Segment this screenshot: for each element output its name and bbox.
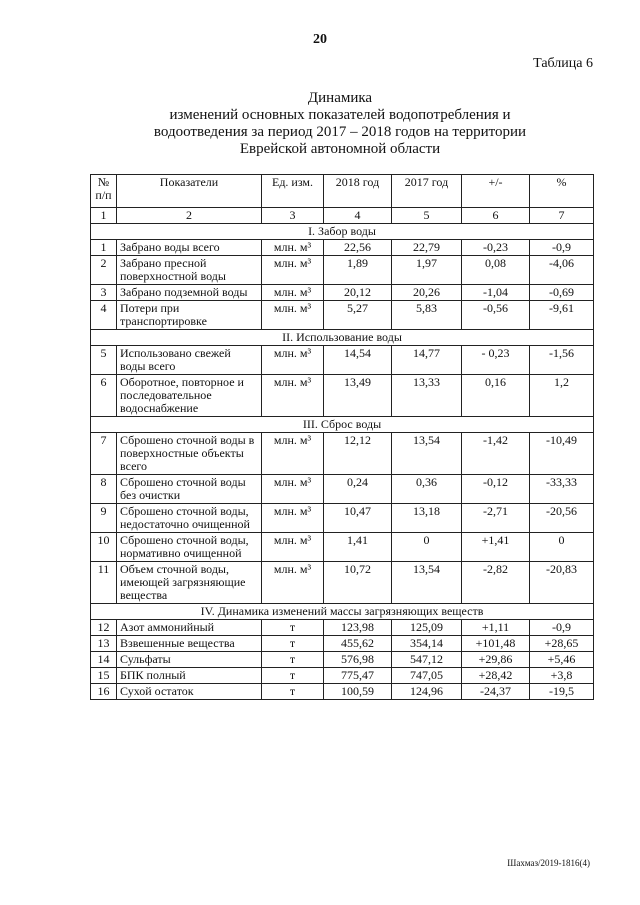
percent-change: -10,49 [530, 433, 594, 475]
table-row [91, 668, 594, 684]
value-2018: 775,47 [324, 668, 392, 684]
value-2017: 0,36 [392, 475, 462, 504]
value-2018: 576,98 [324, 652, 392, 668]
unit: млн. м³ [262, 375, 324, 417]
unit: т [262, 636, 324, 652]
value-2018: 0,24 [324, 475, 392, 504]
percent-change: -0,69 [530, 285, 594, 301]
indicator-name: Сброшено сточной воды без очистки [117, 475, 262, 504]
row-number: 13 [91, 636, 117, 652]
row-number: 4 [91, 301, 117, 330]
column-number: 7 [530, 208, 594, 224]
percent-change: 1,2 [530, 375, 594, 417]
row-number: 15 [91, 668, 117, 684]
difference: -2,82 [462, 562, 530, 604]
row-number: 9 [91, 504, 117, 533]
indicator-name: Оборотное, повторное и последовательное водоснабжение [117, 375, 262, 417]
value-2018: 22,56 [324, 240, 392, 256]
row-number: 7 [91, 433, 117, 475]
section-title: I. Забор воды [91, 224, 594, 240]
table-label: Таблица 6 [533, 56, 593, 71]
difference: 0,08 [462, 256, 530, 285]
page-number: 20 [313, 32, 327, 47]
title-line: Еврейской автономной области [239, 141, 441, 157]
value-2017: 0 [392, 533, 462, 562]
percent-change: -9,61 [530, 301, 594, 330]
percent-change: +5,46 [530, 652, 594, 668]
percent-change: -20,56 [530, 504, 594, 533]
indicator-name: Забрано подземной воды [117, 285, 262, 301]
value-2017: 13,54 [392, 433, 462, 475]
unit: млн. м³ [262, 533, 324, 562]
unit: т [262, 652, 324, 668]
column-header-number: № п/п [91, 175, 117, 208]
difference: -0,23 [462, 240, 530, 256]
percent-change: -33,33 [530, 475, 594, 504]
value-2017: 13,54 [392, 562, 462, 604]
table-row [91, 562, 594, 604]
indicator-name: Сброшено сточной воды в поверхностные объекты всего [117, 433, 262, 475]
indicator-name: Сульфаты [117, 652, 262, 668]
row-number: 5 [91, 346, 117, 375]
difference: -1,42 [462, 433, 530, 475]
value-2018: 12,12 [324, 433, 392, 475]
row-number: 1 [91, 240, 117, 256]
table-row [91, 652, 594, 668]
difference: - 0,23 [462, 346, 530, 375]
unit: млн. м³ [262, 475, 324, 504]
column-number-row [91, 208, 594, 224]
unit: млн. м³ [262, 346, 324, 375]
value-2018: 13,49 [324, 375, 392, 417]
percent-change: -0,9 [530, 620, 594, 636]
table-title [130, 90, 550, 158]
percent-change: -20,83 [530, 562, 594, 604]
difference: +29,86 [462, 652, 530, 668]
column-number: 1 [91, 208, 117, 224]
value-2018: 123,98 [324, 620, 392, 636]
document-code: Шахмаз/2019-1816(4) [507, 858, 590, 868]
column-number: 4 [324, 208, 392, 224]
row-number: 11 [91, 562, 117, 604]
table-row [91, 684, 594, 700]
table-row [91, 533, 594, 562]
column-header-percent: % [530, 175, 594, 208]
unit: млн. м³ [262, 301, 324, 330]
column-number: 5 [392, 208, 462, 224]
title-line: водоотведения за период 2017 – 2018 годов на территории [153, 124, 527, 140]
difference: 0,16 [462, 375, 530, 417]
percent-change: -1,56 [530, 346, 594, 375]
header-row [91, 175, 594, 208]
percent-change: -4,06 [530, 256, 594, 285]
value-2017: 1,97 [392, 256, 462, 285]
value-2017: 22,79 [392, 240, 462, 256]
value-2018: 10,47 [324, 504, 392, 533]
indicator-name: Использовано свежей воды всего [117, 346, 262, 375]
unit: млн. м³ [262, 256, 324, 285]
value-2017: 20,26 [392, 285, 462, 301]
difference: -1,04 [462, 285, 530, 301]
unit: млн. м³ [262, 504, 324, 533]
value-2017: 14,77 [392, 346, 462, 375]
section-row [91, 224, 594, 240]
table-row [91, 636, 594, 652]
difference: +1,11 [462, 620, 530, 636]
indicator-name: Сброшено сточной воды, недостаточно очищенной [117, 504, 262, 533]
table-row [91, 285, 594, 301]
section-title: II. Использование воды [91, 330, 594, 346]
title-line: Динамика [307, 90, 373, 106]
indicator-name: Забрано пресной поверхностной воды [117, 256, 262, 285]
unit: т [262, 620, 324, 636]
row-number: 10 [91, 533, 117, 562]
indicator-name: Объем сточной воды, имеющей загрязняющие вещества [117, 562, 262, 604]
percent-change: -0,9 [530, 240, 594, 256]
value-2017: 124,96 [392, 684, 462, 700]
value-2017: 547,12 [392, 652, 462, 668]
column-header-2017: 2017 год [392, 175, 462, 208]
value-2018: 14,54 [324, 346, 392, 375]
table-row [91, 375, 594, 417]
percent-change: +28,65 [530, 636, 594, 652]
difference: -24,37 [462, 684, 530, 700]
table-row [91, 256, 594, 285]
difference: +101,48 [462, 636, 530, 652]
value-2018: 1,41 [324, 533, 392, 562]
column-number: 2 [117, 208, 262, 224]
indicator-name: Азот аммонийный [117, 620, 262, 636]
unit: млн. м³ [262, 240, 324, 256]
value-2017: 5,83 [392, 301, 462, 330]
row-number: 12 [91, 620, 117, 636]
table-row [91, 240, 594, 256]
section-row [91, 330, 594, 346]
value-2017: 13,18 [392, 504, 462, 533]
indicator-name: Сухой остаток [117, 684, 262, 700]
row-number: 14 [91, 652, 117, 668]
row-number: 6 [91, 375, 117, 417]
value-2018: 10,72 [324, 562, 392, 604]
unit: млн. м³ [262, 285, 324, 301]
value-2017: 125,09 [392, 620, 462, 636]
indicator-name: Забрано воды всего [117, 240, 262, 256]
indicator-name: БПК полный [117, 668, 262, 684]
value-2017: 747,05 [392, 668, 462, 684]
unit: т [262, 684, 324, 700]
table-row [91, 475, 594, 504]
value-2018: 20,12 [324, 285, 392, 301]
difference: +28,42 [462, 668, 530, 684]
value-2017: 13,33 [392, 375, 462, 417]
section-title: IV. Динамика изменений массы загрязняющих веществ [91, 604, 594, 620]
indicator-name: Потери при транспортировке [117, 301, 262, 330]
column-header-diff: +/- [462, 175, 530, 208]
difference: -0,56 [462, 301, 530, 330]
table-row [91, 301, 594, 330]
indicator-name: Взвешенные вещества [117, 636, 262, 652]
unit: млн. м³ [262, 433, 324, 475]
difference: -2,71 [462, 504, 530, 533]
difference: -0,12 [462, 475, 530, 504]
table-body [91, 208, 594, 700]
column-header-unit: Ед. изм. [262, 175, 324, 208]
column-header-2018: 2018 год [324, 175, 392, 208]
percent-change: +3,8 [530, 668, 594, 684]
section-row [91, 417, 594, 433]
table-row [91, 620, 594, 636]
section-row [91, 604, 594, 620]
value-2017: 354,14 [392, 636, 462, 652]
value-2018: 100,59 [324, 684, 392, 700]
value-2018: 1,89 [324, 256, 392, 285]
table-row [91, 346, 594, 375]
column-header-indicator: Показатели [117, 175, 262, 208]
column-number: 3 [262, 208, 324, 224]
percent-change: -19,5 [530, 684, 594, 700]
row-number: 16 [91, 684, 117, 700]
unit: млн. м³ [262, 562, 324, 604]
indicator-name: Сброшено сточной воды, нормативно очищенной [117, 533, 262, 562]
percent-change: 0 [530, 533, 594, 562]
section-title: III. Сброс воды [91, 417, 594, 433]
title-line: изменений основных показателей водопотребления и [169, 107, 511, 123]
row-number: 3 [91, 285, 117, 301]
table-row [91, 504, 594, 533]
value-2018: 5,27 [324, 301, 392, 330]
difference: +1,41 [462, 533, 530, 562]
table-row [91, 433, 594, 475]
data-table [90, 174, 594, 700]
row-number: 2 [91, 256, 117, 285]
row-number: 8 [91, 475, 117, 504]
unit: т [262, 668, 324, 684]
value-2018: 455,62 [324, 636, 392, 652]
column-number: 6 [462, 208, 530, 224]
